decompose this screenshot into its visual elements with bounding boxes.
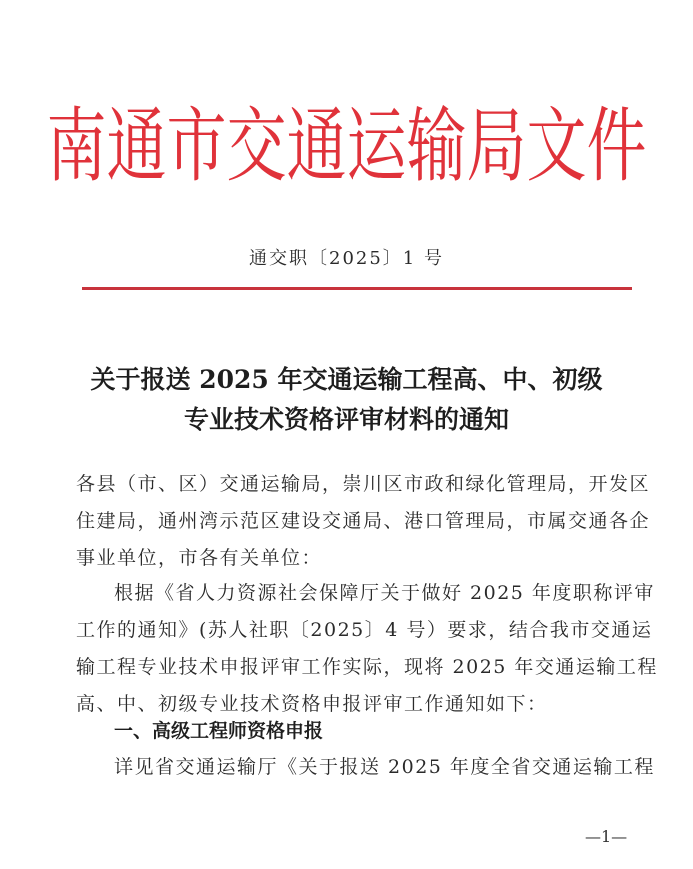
paragraph-line-2: 工作的通知》(苏人社职〔2025〕4 号）要求，结合我市交通运: [76, 619, 653, 641]
document-number: 通交职〔2025〕1 号: [249, 248, 444, 269]
title-line-1: 关于报送 2025 年交通运输工程高、中、初级: [90, 365, 603, 394]
addressee-block: [76, 466, 651, 577]
section-paragraph: 详见省交通运输厅《关于报送 2025 年度全省交通运输工程: [114, 756, 655, 778]
red-divider-line: [82, 287, 632, 290]
intro-paragraph: [76, 575, 658, 723]
paragraph-line-1: 根据《省人力资源社会保障厅关于做好 2025 年度职称评审: [114, 582, 655, 604]
document-masthead: 南通市交通运输局文件: [46, 99, 647, 195]
paragraph-line-3: 输工程专业技术申报评审工作实际，现将 2025 年交通运输工程: [76, 656, 658, 678]
document-title: [0, 360, 693, 440]
paragraph-line-4: 高、中、初级专业技术资格申报评审工作通知如下：: [76, 693, 548, 715]
addressee-line-1: 各县（市、区）交通运输局，崇川区市政和绿化管理局，开发区: [76, 473, 651, 495]
addressee-line-2: 住建局，通州湾示范区建设交通局、港口管理局，市属交通各企: [76, 510, 651, 532]
page-number: —1—: [585, 827, 628, 846]
title-line-2: 专业技术资格评审材料的通知: [183, 405, 509, 434]
section-heading-senior-engineer: 一、高级工程师资格申报: [114, 720, 324, 742]
addressee-line-3: 事业单位，市各有关单位：: [76, 547, 323, 569]
